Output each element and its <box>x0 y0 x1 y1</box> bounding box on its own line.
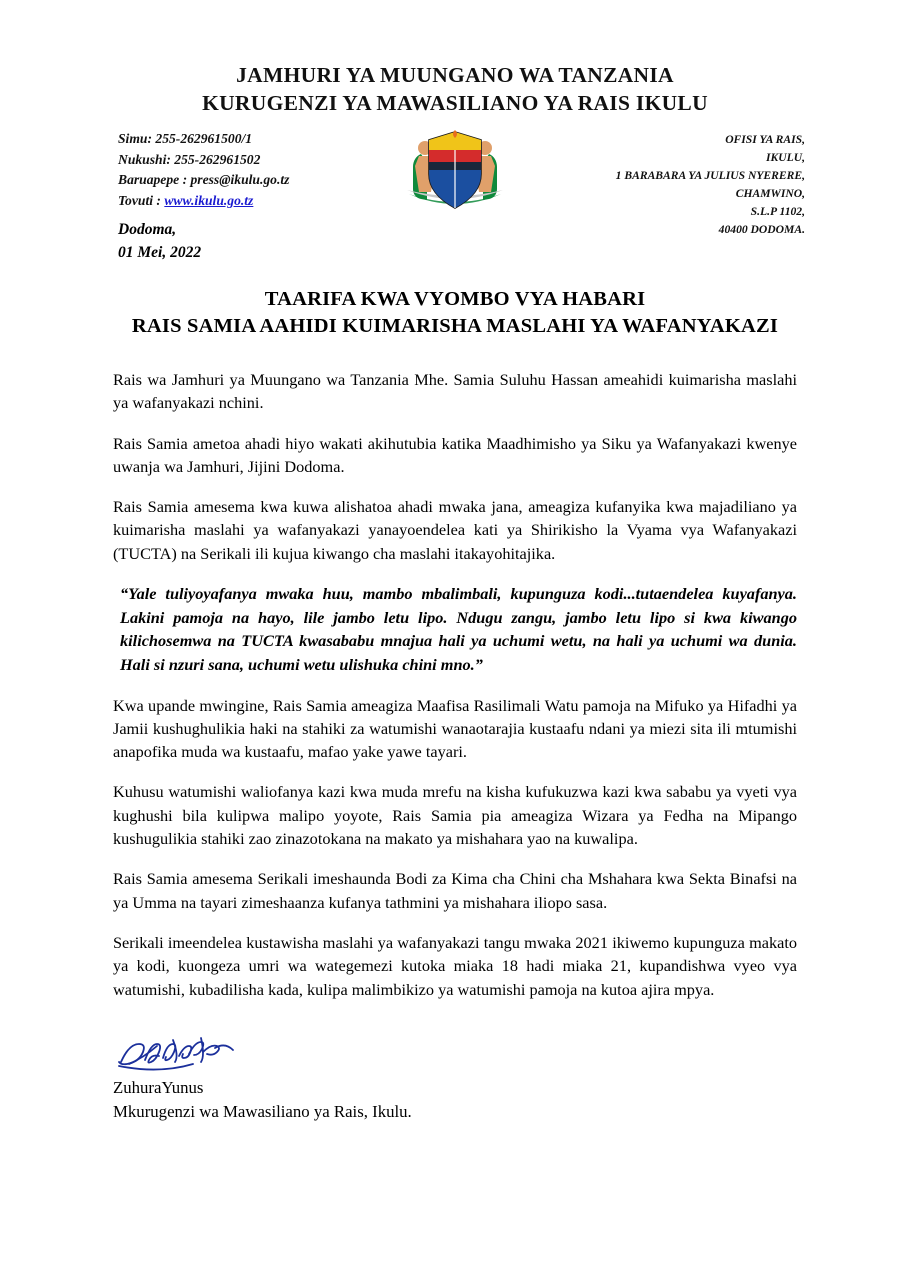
document-title-block <box>0 286 910 340</box>
signer-title: Mkurugenzi wa Mawasiliano ya Rais, Ikulu. <box>113 1101 412 1121</box>
handwritten-signature-icon <box>115 1032 245 1074</box>
dateline-date: 01 Mei, 2022 <box>118 244 202 262</box>
address-line-4: CHAMWINO, <box>735 186 805 200</box>
email-line: Baruapepe : press@ikulu.go.tz <box>118 172 290 188</box>
pull-quote: “Yale tuliyoyafanya mwaka huu, mambo mbalimbali, kupunguza kodi...tutaendelea kuyafanya. Lakini pamoja na hayo, lile jambo letu lipo. Ndugu zangu, jambo letu lipo si kwa kiwango kilichosemwa na TUCTA kwasababu mnajua hali ya uchumi wetu, na hali ya uchumi wa dunia. Hali si nzuri sana, uchumi wetu ulishuka chini mno.” <box>120 584 797 674</box>
signer-name: ZuhuraYunus <box>113 1078 204 1097</box>
website-link[interactable]: www.ikulu.go.tz <box>164 193 254 208</box>
paragraph-3: Rais Samia amesema kwa kuwa alishatoa ahadi mwaka jana, ameagiza kufanyika kwa majadiliano ya kuimarisha maslahi ya wafanyakazi yanayoendelea kati ya Shirikisho la Vyama vya Wafanyakazi (TUCTA) na Serikali ili kujua kiwango cha maslahi itakayohitajika. <box>113 497 797 563</box>
address-line-2: IKULU, <box>766 151 805 164</box>
website-line <box>118 191 289 212</box>
address-line-1: OFISI YA RAIS, <box>725 133 805 147</box>
paragraph-1: Rais wa Jamhuri ya Muungano wa Tanzania Mhe. Samia Suluhu Hassan ameahidi kuimarisha maslahi ya wafanyakazi nchini. <box>113 370 797 413</box>
dateline <box>118 218 201 265</box>
address-line-3: 1 BARABARA YA JULIUS NYERERE, <box>615 168 805 182</box>
press-release-label: TAARIFA KWA VYOMBO VYA HABARI <box>264 288 646 310</box>
letterhead <box>0 0 910 117</box>
address-line-5: S.L.P 1102, <box>750 204 805 218</box>
document-body <box>113 368 797 1018</box>
address-block-right <box>616 131 805 239</box>
paragraph-7: Serikali imeendelea kustawisha maslahi ya wafanyakazi tangu mwaka 2021 ikiwemo kupunguza makato ya kodi, kuongeza umri wa wategemezi kutoka miaka 18 hadi miaka 21, kupandishwa vyeo vya watumishi, kubadilisha kada, kulipa malimbikizo ya watumishi pamoja na kutoa ajira mpya. <box>113 932 797 999</box>
paragraph-5: Kuhusu watumishi waliofanya kazi kwa muda mrefu na kisha kufukuzwa kazi kwa sababu ya vyeti vya kughushi bila kulipwa malipo yoyote, Rais Samia pia ameagiza Wizara ya Fedha na Mipango kushugulikia stahiki zao zinazotokana na makato ya mishahara yao na kuwalipa. <box>113 782 797 849</box>
paragraph-2: Rais Samia ametoa ahadi hiyo wakati akihutubia katika Maadhimisho ya Siku ya Wafanyakazi kwenye uwanja wa Jamhuri, Jijini Dodoma. <box>113 433 797 476</box>
website-label: Tovuti : <box>118 193 165 208</box>
fax-line: Nukushi: 255-262961502 <box>118 151 261 167</box>
signature-block <box>113 1032 613 1124</box>
headline: RAIS SAMIA AAHIDI KUIMARISHA MASLAHI YA WAFANYAKAZI <box>131 315 779 338</box>
organization-country-title: JAMHURI YA MUUNGANO WA TANZANIA <box>236 63 674 87</box>
paragraph-6: Rais Samia amesema Serikali imeshaunda Bodi za Kima cha Chini cha Mshahara kwa Sekta Binafsi na ya Umma na tayari zimeshaanza kufanya tathmini ya mishahara iliopo sasa. <box>113 869 797 912</box>
phone-line: Simu: 255-262961500/1 <box>118 131 253 147</box>
contact-details-left <box>118 129 289 212</box>
paragraph-4: Kwa upande mwingine, Rais Samia ameagiza Maafisa Rasilimali Watu pamoja na Mifuko ya Hifadhi ya Jamii kushughulikia haki na stahiki za watumishi wanaotarajia kustaafu ndani ya miezi sita ili mtumishi anapofika muda wa kustaafu, mafao yake yawe tayari. <box>113 695 797 762</box>
dateline-place: Dodoma, <box>118 221 177 238</box>
address-line-6: 40400 DODOMA. <box>718 222 805 236</box>
organization-department-title: KURUGENZI YA MAWASILIANO YA RAIS IKULU <box>202 90 708 115</box>
coat-of-arms-icon <box>401 118 509 216</box>
